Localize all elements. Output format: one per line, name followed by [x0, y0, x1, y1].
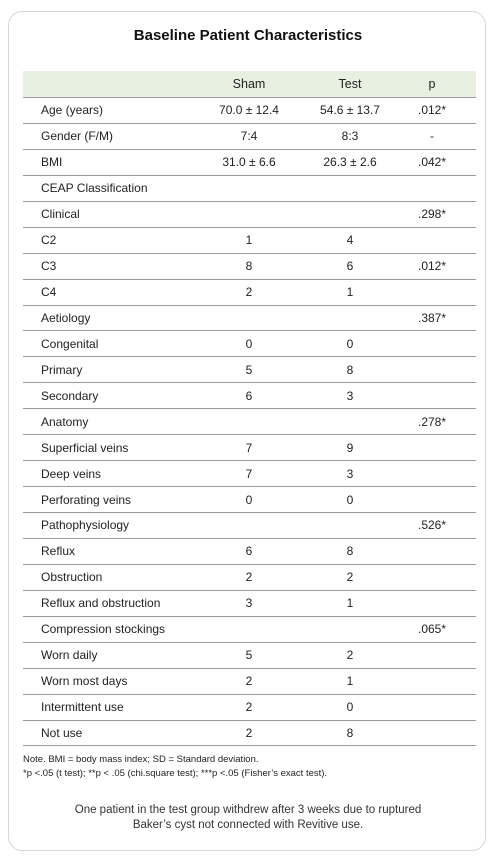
row-label: Reflux	[41, 544, 76, 559]
row-label: C3	[41, 259, 57, 274]
test-value	[300, 202, 400, 227]
row-label: Anatomy	[41, 414, 89, 429]
test-value	[300, 617, 400, 642]
test-value: 26.3 ± 2.6	[323, 155, 377, 170]
table-row	[23, 176, 476, 202]
sham-value	[199, 513, 299, 538]
p-value	[407, 435, 457, 460]
test-value: 3	[346, 388, 354, 403]
test-value	[300, 306, 400, 331]
p-value	[407, 721, 457, 746]
test-value	[300, 513, 400, 538]
p-value: .065*	[417, 622, 447, 637]
test-value: 1	[346, 596, 354, 611]
test-value: 0	[346, 492, 354, 507]
row-label: Congenital	[41, 336, 99, 351]
table-title: Baseline Patient Characteristics	[133, 27, 363, 44]
row-label: Primary	[41, 362, 83, 377]
row-label: CEAP Classification	[41, 181, 148, 196]
test-value: 4	[346, 233, 354, 248]
column-header-test: Test	[338, 77, 362, 91]
p-value	[407, 357, 457, 382]
table-row	[23, 228, 476, 254]
table-row	[23, 357, 476, 383]
sham-value: 2	[245, 725, 253, 740]
row-label: Clinical	[41, 207, 80, 222]
p-value: .278*	[417, 414, 447, 429]
table-row	[23, 331, 476, 357]
p-value	[407, 669, 457, 694]
table-row	[23, 202, 476, 228]
table-row	[23, 435, 476, 461]
table-row	[23, 513, 476, 539]
row-label: Pathophysiology	[41, 518, 130, 533]
p-value: -	[430, 129, 434, 144]
p-value	[407, 176, 457, 201]
test-value: 8	[346, 362, 354, 377]
p-value	[407, 461, 457, 486]
table-row	[23, 461, 476, 487]
row-label: Gender (F/M)	[41, 129, 114, 144]
row-label: Secondary	[41, 388, 99, 403]
table-row	[23, 150, 476, 176]
sham-value: 70.0 ± 12.4	[219, 103, 279, 118]
sham-value: 2	[245, 285, 253, 300]
test-value: 2	[346, 570, 354, 585]
p-value: .012*	[417, 259, 447, 274]
test-value: 2	[346, 648, 354, 663]
p-value	[407, 695, 457, 720]
note-line: *p <.05 (t test); **p < .05 (chi.square test); ***p <.05 (Fisher’s exact test).	[23, 767, 328, 779]
p-value: .387*	[417, 310, 447, 325]
footer-line: One patient in the test group withdrew after 3 weeks due to ruptured	[74, 804, 422, 816]
p-value	[407, 280, 457, 305]
test-value: 0	[346, 336, 354, 351]
sham-value: 5	[245, 362, 253, 377]
sham-value: 3	[245, 596, 253, 611]
test-value: 6	[346, 259, 354, 274]
test-value: 1	[346, 674, 354, 689]
test-value: 0	[346, 700, 354, 715]
table-row	[23, 280, 476, 306]
table-row	[23, 617, 476, 643]
row-label: Compression stockings	[41, 622, 166, 637]
p-value	[407, 643, 457, 668]
table-row	[23, 669, 476, 695]
row-label: Deep veins	[41, 466, 102, 481]
sham-value	[199, 306, 299, 331]
sham-value: 7:4	[240, 129, 258, 144]
test-value: 8	[346, 725, 354, 740]
sham-value: 6	[245, 544, 253, 559]
sham-value	[199, 409, 299, 434]
sham-value	[199, 617, 299, 642]
p-value	[407, 228, 457, 253]
characteristics-table	[23, 71, 476, 746]
sham-value	[199, 176, 299, 201]
p-value	[407, 539, 457, 564]
footer-text	[40, 803, 456, 833]
table-row	[23, 254, 476, 280]
sham-value: 7	[245, 440, 253, 455]
sham-value: 2	[245, 700, 253, 715]
table-row	[23, 409, 476, 435]
row-label: Superficial veins	[41, 440, 129, 455]
sham-value: 7	[245, 466, 253, 481]
row-label: Worn daily	[41, 648, 98, 663]
p-value	[407, 565, 457, 590]
p-value: .012*	[417, 103, 447, 118]
test-value: 54.6 ± 13.7	[320, 103, 380, 118]
row-label: C2	[41, 233, 57, 248]
table-row	[23, 487, 476, 513]
note-line: Note. BMI = body mass index; SD = Standard deviation.	[23, 754, 259, 765]
row-label: Perforating veins	[41, 492, 132, 507]
test-value: 1	[346, 285, 354, 300]
sham-value	[199, 202, 299, 227]
row-label: Worn most days	[41, 674, 128, 689]
test-value	[300, 409, 400, 434]
column-header-sham: Sham	[232, 77, 266, 91]
p-value	[407, 591, 457, 616]
row-label: BMI	[41, 155, 63, 170]
sham-value: 2	[245, 570, 253, 585]
table-row	[23, 383, 476, 409]
table-body	[23, 98, 476, 746]
table-row	[23, 306, 476, 332]
sham-value: 0	[245, 336, 253, 351]
row-label: Aetiology	[41, 310, 91, 325]
test-value: 8	[346, 544, 354, 559]
test-value: 3	[346, 466, 354, 481]
row-label: C4	[41, 285, 57, 300]
test-value	[300, 176, 400, 201]
sham-value: 6	[245, 388, 253, 403]
row-label: Age (years)	[41, 103, 104, 118]
row-label: Obstruction	[41, 570, 103, 585]
test-value: 9	[346, 440, 354, 455]
p-value: .298*	[417, 207, 447, 222]
p-value: .526*	[417, 518, 447, 533]
sham-value: 8	[245, 259, 253, 274]
sham-value: 31.0 ± 6.6	[222, 155, 276, 170]
p-value	[407, 331, 457, 356]
p-value: .042*	[417, 155, 447, 170]
table-row	[23, 721, 476, 747]
sham-value: 0	[245, 492, 253, 507]
sham-value: 1	[245, 233, 253, 248]
table-row	[23, 695, 476, 721]
row-label: Intermittent use	[41, 700, 124, 715]
footer-line: Baker’s cyst not connected with Revitive use.	[132, 819, 364, 831]
row-label: Not use	[41, 725, 83, 740]
row-label: Reflux and obstruction	[41, 596, 161, 611]
table-row	[23, 124, 476, 150]
p-value	[407, 487, 457, 512]
table-row	[23, 565, 476, 591]
column-header-p: p	[428, 77, 436, 91]
table-row	[23, 643, 476, 669]
table-row	[23, 98, 476, 124]
table-row	[23, 539, 476, 565]
table-row	[23, 591, 476, 617]
test-value: 8:3	[341, 129, 359, 144]
sham-value: 5	[245, 648, 253, 663]
sham-value: 2	[245, 674, 253, 689]
table-header-row	[23, 71, 476, 98]
table-note	[23, 753, 476, 780]
p-value	[407, 383, 457, 408]
